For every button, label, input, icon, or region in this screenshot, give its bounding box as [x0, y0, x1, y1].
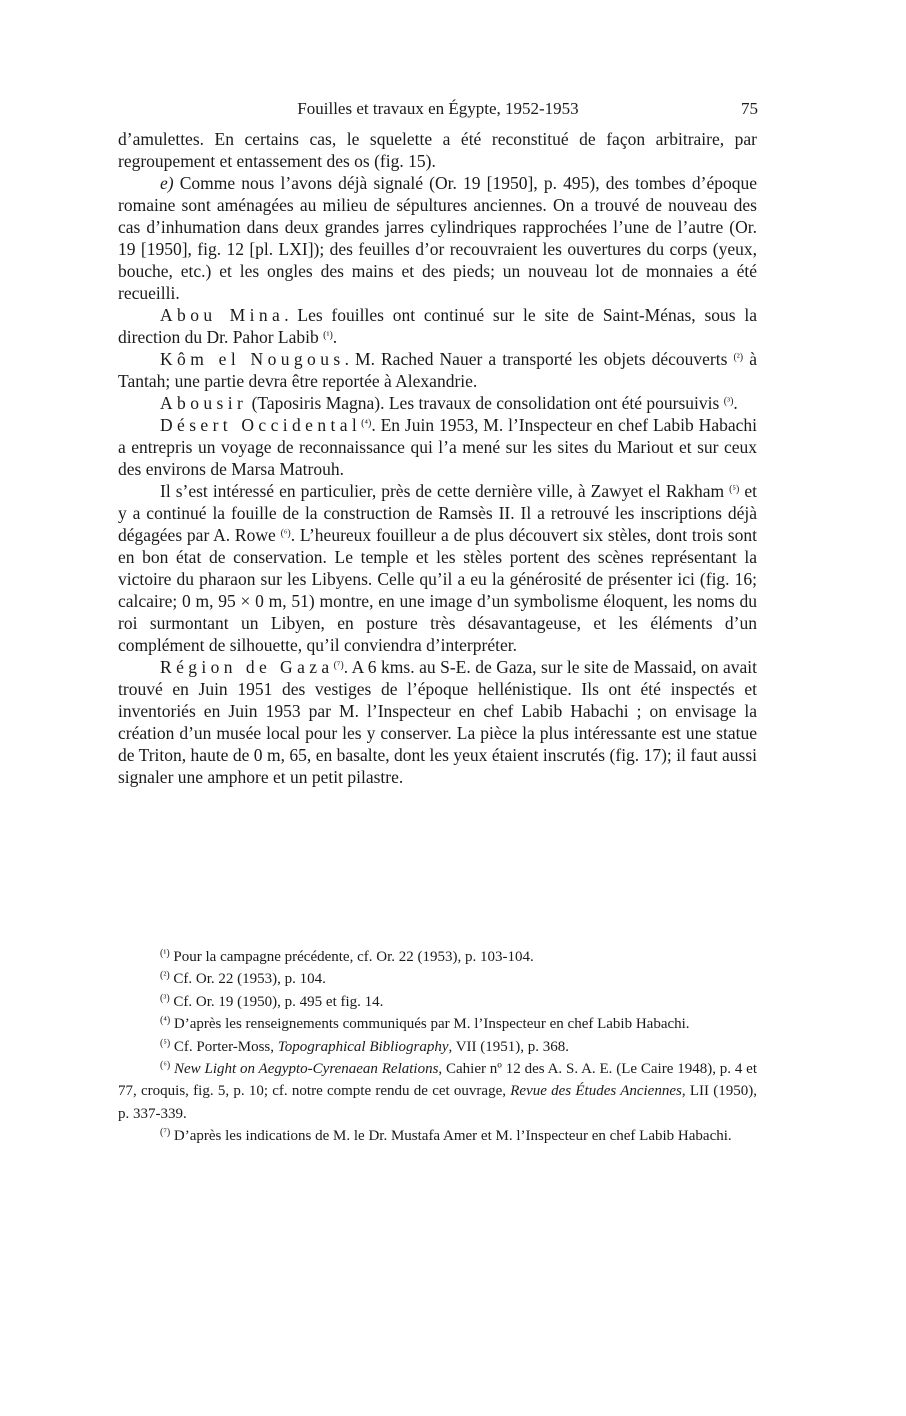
footnote-7: $^{(^7)}$ D’après les indications de M. le Dr. Mustafa Amer et M. l’Inspecteur en chef Labib Habachi. — [160, 1127, 732, 1145]
paragraph-desert-occidental: Désert Occidental$^{(^4)}$. En Juin 1953, M. l’Inspecteur en chef Labib Habachi a entrepris un voyage de reconnaissance qui l’a mené sur les sites du Mariout et sur ceux des environs de Marsa Matrouh. — [118, 415, 757, 479]
footnote-5: $^{(^5)}$ Cf. Porter-Moss, Topographical Bibliography, VII (1951), p. 368. — [160, 1037, 570, 1055]
running-title: Fouilles et travaux en Égypte, 1952-1953 — [297, 99, 579, 118]
site-name-abousir: Abousir — [160, 393, 248, 413]
footnote-ref: (⁵) — [729, 484, 740, 495]
footnote-4: $^{(^4)}$ D’après les renseignements communiqués par M. l’Inspecteur en chef Labib Habachi. — [160, 1015, 690, 1033]
footnote-ref: (⁴) — [361, 418, 372, 429]
page-header — [118, 97, 758, 123]
paragraph-zawyet-el-rakham: Il s’est intéressé en particulier, près de cette dernière ville, à Zawyet el Rakham $^{(^5)}$ et y a continué la fouille de la construction de Ramsès II. Il a retrouvé les inscriptions déjà dégagées par A. Rowe $^{(^6)}$. L’heureux fouilleur a de plus découvert six stèles, dont trois sont en bon état de conservation. Le temple et les stèles portent des scènes représentant la victoire du pharaon sur les Libyens. Celle qu’il a eu la générosité de présenter ici (fig. 16; calcaire; 0 m, 95 × 0 m, 51) montre, en une image d’un symbolisme éloquent, les noms du roi surmontant un Libyen, en posture très désavantageuse, et les éléments d’un complément de silhouette, qu’il conviendra d’interpréter. — [118, 481, 757, 655]
paragraph-region-de-gaza: Région de Gaza$^{(^7)}$. A 6 kms. au S-E. de Gaza, sur le site de Massaid, on avait trouvé en Juin 1951 des vestiges de l’époque hellénistique. Ils ont été inspectés et inventoriés en Juin 1953 par M. l’Inspecteur en chef Labib Habachi ; on envisage la création d’un musée local pour les y conserver. La pièce la plus intéressante est une statue de Triton, haute de 0 m, 65, en basalte, dont les yeux étaient inscrutés (fig. 17); il faut aussi signaler une amphore et un petit pilastre. — [118, 657, 758, 787]
paragraph-abousir: Abousir (Taposiris Magna). Les travaux de consolidation ont été poursuivis $^{(^3)}$. — [160, 393, 738, 413]
footnote-ref: (⁶) — [280, 528, 291, 539]
site-name-desert-occidental: Désert Occidental — [160, 415, 362, 435]
body-text — [118, 128, 757, 788]
item-label: e) — [160, 173, 174, 193]
footnote-6: $^{(^6)}$ New Light on Aegypto-Cyrenaean Relations, Cahier nº 12 des A. S. A. E. (Le Caire 1948), p. 4 et 77, croquis, fig. 5, p. 10; cf. notre compte rendu de cet ouvrage, Revue des Études Anciennes, LII (1950), p. 337-339. — [118, 1060, 757, 1122]
site-name-region-de-gaza: Région de Gaza — [160, 657, 334, 677]
footnote-ref: (⁷) — [333, 660, 344, 671]
paragraph-kom-el-nougous: Kôm el Nougous. M. Rached Nauer a transporté les objets découverts $^{(^2)}$ à Tantah; une partie devra être reportée à Alexandrie. — [118, 349, 757, 391]
footnotes — [118, 946, 757, 1148]
footnote-3: $^{(^3)}$ Cf. Or. 19 (1950), p. 495 et fig. 14. — [160, 992, 384, 1010]
footnote-ref: (³) — [723, 396, 734, 407]
paragraph-amulettes: d’amulettes. En certains cas, le squelette a été reconstitué de façon arbitraire, par regroupement et entassement des os (fig. 15). — [118, 129, 757, 171]
footnote-1: $^{(^1)}$ Pour la campagne précédente, cf. Or. 22 (1953), p. 103-104. — [160, 948, 534, 965]
paragraph-tombes-romaines: e) Comme nous l’avons déjà signalé (Or. 19 [1950], p. 495), des tombes d’époque romaine sont aménagées au milieu de sépultures anciennes. On a trouvé de nouveau des cas d’inhumation dans deux grandes jarres cylindriques rapprochées l’une de l’autre (Or. 19 [1950], fig. 12 [pl. LXI]); des feuilles d’or recouvraient les ouvertures du corps (yeux, bouche, etc.) et les ongles des mains et des pieds; un nouveau lot de monnaies a été recueilli. — [118, 173, 757, 303]
site-name-abou-mina: Abou Mina — [160, 305, 285, 325]
paragraph-abou-mina: Abou Mina. Les fouilles ont continué sur le site de Saint-Ménas, sous la direction du Dr. Pahor Labib $^{(^1)}$. — [118, 305, 757, 347]
footnote-2: $^{(^2)}$ Cf. Or. 22 (1953), p. 104. — [160, 970, 326, 988]
page-number: 75 — [741, 99, 758, 118]
footnote-ref: (¹) — [323, 330, 333, 341]
site-name-kom-el-nougous: Kôm el Nougous — [160, 349, 345, 369]
footnote-ref: (²) — [733, 352, 744, 363]
